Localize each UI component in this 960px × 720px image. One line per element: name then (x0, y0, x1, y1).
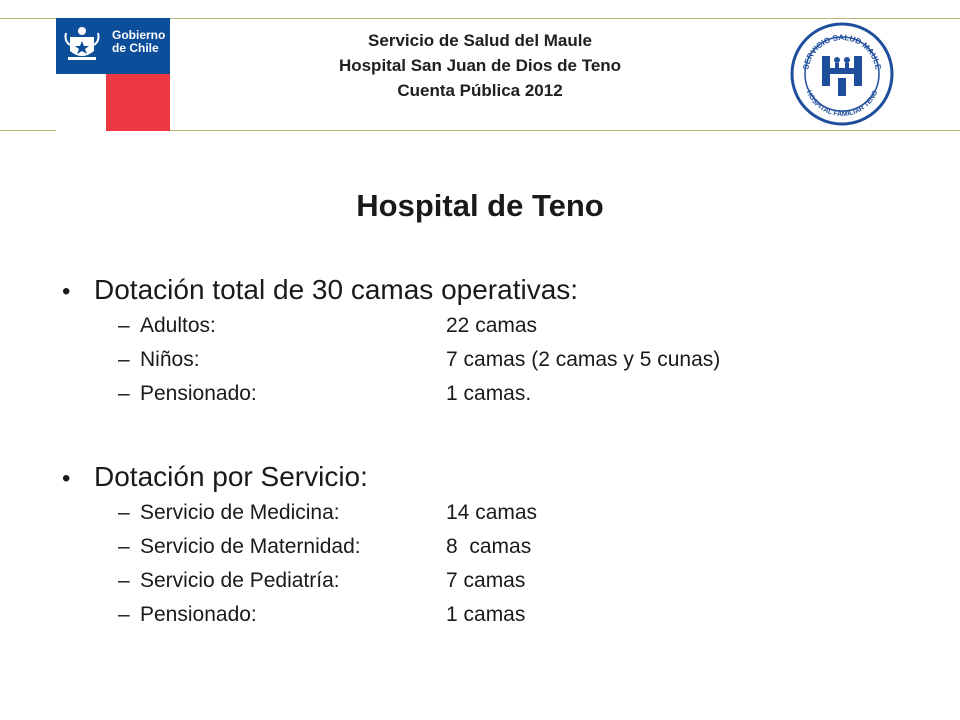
item-label: Servicio de Maternidad: (140, 535, 361, 558)
page-title: Hospital de Teno (356, 188, 604, 223)
section-heading: Dotación por Servicio: (94, 461, 368, 492)
dash-icon: – (118, 501, 130, 524)
header-line-hospital: Hospital San Juan de Dios de Teno (338, 56, 622, 75)
logo-arc-bottom-text: HOSPITAL FAMILIAR TENO (804, 89, 880, 119)
section-heading-row (62, 273, 922, 309)
list-item (62, 343, 922, 377)
list-item (62, 496, 922, 530)
item-label: Niños: (140, 348, 200, 371)
item-value: 7 camas (2 camas y 5 cunas) (446, 348, 721, 371)
item-value: 14 camas (446, 501, 538, 524)
coat-of-arms-icon (60, 23, 104, 67)
hospital-familiar-teno-logo (790, 22, 894, 126)
section-heading: Dotación total de 30 camas operativas: (94, 274, 579, 305)
item-label: Pensionado: (140, 382, 257, 405)
header-line-report: Cuenta Pública 2012 (397, 81, 563, 100)
dash-icon: – (118, 535, 130, 558)
item-value: 22 camas (446, 314, 538, 337)
section-heading-row (62, 460, 922, 496)
item-value: 8 camas (446, 535, 532, 558)
dash-icon: – (118, 314, 130, 337)
list-item (62, 309, 922, 343)
bullet-icon: • (62, 278, 71, 305)
item-value: 1 camas. (446, 382, 532, 405)
dash-icon: – (118, 569, 130, 592)
gobierno-de-chile-logo (56, 18, 170, 131)
section-total-beds (62, 273, 922, 411)
list-item (62, 530, 922, 564)
header-line-service: Servicio de Salud del Maule (368, 31, 592, 50)
dash-icon: – (118, 603, 130, 626)
item-label: Servicio de Medicina: (140, 501, 340, 524)
item-label: Adultos: (140, 314, 216, 337)
item-label: Pensionado: (140, 603, 257, 626)
list-item (62, 598, 922, 632)
item-value: 7 camas (446, 569, 526, 592)
dash-icon: – (118, 382, 130, 405)
list-item (62, 377, 922, 411)
item-label: Servicio de Pediatría: (140, 569, 340, 592)
header-text (260, 28, 700, 103)
logo-arc-top-text: SERVICIO SALUD MAULE (801, 32, 883, 71)
list-item (62, 564, 922, 598)
item-value: 1 camas (446, 603, 526, 626)
dash-icon: – (118, 348, 130, 371)
bullet-icon: • (62, 465, 71, 492)
gobierno-logo-text: Gobierno de Chile (112, 28, 166, 55)
section-beds-by-service (62, 460, 922, 632)
